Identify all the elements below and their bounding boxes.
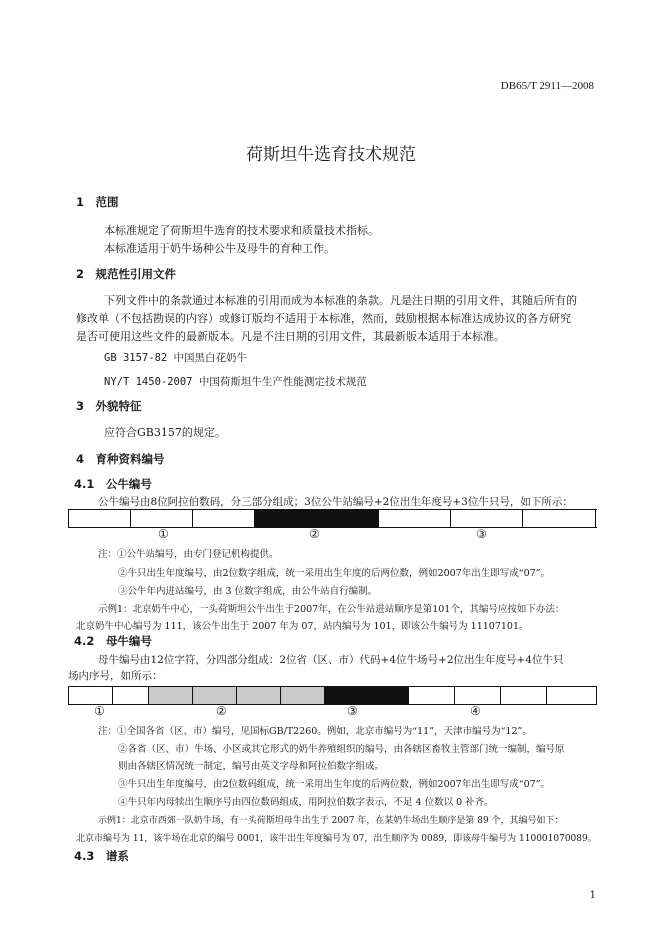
section-1-heading: 1 范围 — [76, 195, 119, 209]
bull-note: ③公牛年内进站编号，由 3 位数字组成，由公牛站自行编制。 — [118, 586, 378, 597]
bull-code-label-1: ① — [158, 527, 169, 541]
cow-code-label-4: ④ — [470, 704, 481, 718]
section-2-paragraph-line: 修改单（不包括勘误的内容）或修订版均不适用于本标准，然而，鼓励根据本标准达成协议的各方研究 — [76, 312, 571, 325]
cow-note: ②各省（区、市）牛场、小区或其它形式的奶牛养殖组织的编号，由各辖区畜牧主管部门统一编制，编号原 — [118, 744, 565, 755]
cow-code-label-3: ③ — [347, 704, 358, 718]
cow-code-intro-line: 场内序号，如所示： — [68, 670, 163, 682]
cow-code-intro-line: 母牛编号由12位字符，分四部分组成：2位省（区、市）代码+4位牛场号+2位出生年度号+4位牛只 — [98, 654, 564, 666]
section-1-line: 本标准适用于奶牛场种公牛及母牛的育种工作。 — [104, 242, 335, 255]
section-3-heading: 3 外貌特征 — [76, 399, 142, 413]
document-title: 荷斯坦牛选育技术规范 — [246, 145, 416, 165]
reference-item: GB 3157-82 中国黑白花奶牛 — [104, 352, 248, 364]
cow-code-label-2: ② — [216, 704, 227, 718]
section-2-heading: 2 规范性引用文件 — [76, 267, 177, 281]
cow-example-line: 北京市编号为 11，该牛场在北京的编号 0001，该牛出生年度编号为 07，出生顺序为 0089，即该母牛编号为 110001070089。 — [76, 834, 597, 844]
section-3-line: 应符合GB3157的规定。 — [104, 426, 226, 439]
section-2-paragraph-line: 是否可使用这些文件的最新版本。凡是不注日期的引用文件，其最新版本适用于本标准。 — [76, 330, 505, 343]
bull-code-label-3: ③ — [476, 527, 487, 541]
cow-example-line: 示例1：北京市西郊一队奶牛场，有一头荷斯坦母牛出生于 2007 年，在某奶牛场出生顺序是第 89 个，其编号如下： — [98, 816, 564, 826]
cow-note: 则由各辖区情况统一制定，编号由英文字母和阿拉伯数字组成。 — [118, 761, 385, 772]
bull-note: 注：①公牛站编号，由专门登记机构提供。 — [98, 549, 279, 560]
bull-note: ②牛只出生年度编号，由2位数字组成，统一采用出生年度的后两位数，例如2007年出生即写成“07”。 — [118, 568, 551, 579]
page-number: 1 — [589, 890, 596, 901]
bull-example-line: 北京奶牛中心编号为 111，该公牛出生于 2007 年为 07，站内编号为 101，即该公牛编号为 11107101。 — [76, 621, 529, 632]
section-1-line: 本标准规定了荷斯坦牛选育的技术要求和质量技术指标。 — [104, 224, 379, 237]
reference-item: NY/T 1450-2007 中国荷斯坦牛生产性能测定技术规范 — [104, 376, 367, 388]
cow-code-diagram — [68, 686, 597, 705]
section-4-1-heading: 4.1 公牛编号 — [74, 477, 152, 491]
cow-note: ③牛只出生年度编号，由2位数码组成，统一采用出生年度的后两位数，例如2007年出生即写成“07”。 — [118, 779, 551, 790]
bull-example-line: 示例1：北京奶牛中心，一头荷斯坦公牛出生于2007年，在公牛站进站顺序是第101个，其编号应按如下办法： — [98, 604, 565, 615]
cow-note: ④牛只年内母犊出生顺序号由四位数码组成，用阿拉伯数字表示，不足 4 位数以 0 补齐。 — [118, 797, 494, 808]
cow-code-label-1: ① — [94, 704, 105, 718]
bull-code-label-2: ② — [309, 527, 320, 541]
section-4-heading: 4 育种资料编号 — [76, 452, 165, 466]
section-4-3-heading: 4.3 谱系 — [74, 849, 129, 863]
bull-code-intro: 公牛编号由8位阿拉伯数码，分三部分组成；3位公牛站编号+2位出生年度号+3位牛只号，如下所示： — [98, 496, 573, 508]
cow-note: 注：①全国各省（区、市）编号，见国标GB/T2260。例如，北京市编号为“11”，天津市编号为“12”。 — [98, 726, 532, 737]
standard-code: DB65/T 2911—2008 — [500, 80, 594, 92]
bull-code-diagram — [68, 509, 597, 528]
section-2-paragraph-line: 下列文件中的条款通过本标准的引用而成为本标准的条款。凡是注日期的引用文件，其随后所有的 — [104, 294, 577, 307]
section-4-2-heading: 4.2 母牛编号 — [74, 634, 152, 648]
